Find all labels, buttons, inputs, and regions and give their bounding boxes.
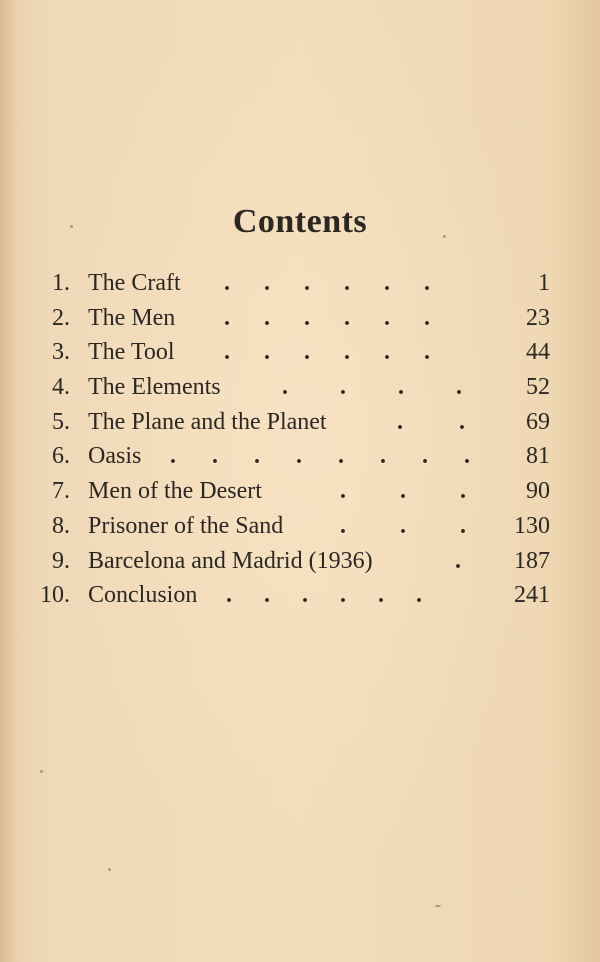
toc-entry <box>0 513 600 548</box>
chapter-title: Oasis <box>88 443 142 470</box>
chapter-number: 10. <box>40 582 70 609</box>
chapter-number: 3. <box>52 339 70 366</box>
page-number: 81 <box>526 443 550 470</box>
toc-entry <box>0 548 600 583</box>
dot-leader: . . . . . . <box>224 339 430 366</box>
toc-entry <box>0 478 600 513</box>
chapter-number: 6. <box>52 443 70 470</box>
chapter-number: 8. <box>52 512 70 539</box>
page-number: 52 <box>526 374 550 401</box>
toc-entry <box>0 582 600 617</box>
page-number: 130 <box>514 512 550 539</box>
chapter-number: 1. <box>52 270 70 296</box>
page-number: 1 <box>538 270 550 296</box>
dot-leader: . . . <box>340 478 466 505</box>
chapter-title: The Tool <box>88 339 175 366</box>
paper-speck <box>435 905 441 907</box>
dot-leader: . . . . . . <box>226 582 422 609</box>
chapter-title: Conclusion <box>88 582 198 609</box>
table-of-contents <box>0 270 600 617</box>
page-number: 187 <box>514 547 550 574</box>
chapter-number: 2. <box>52 304 70 331</box>
chapter-number: 7. <box>52 478 70 505</box>
page-number: 23 <box>526 304 550 331</box>
paper-speck <box>40 770 43 773</box>
chapter-number: 4. <box>52 374 70 401</box>
chapter-number: 5. <box>52 408 70 435</box>
chapter-title: Men of the Desert <box>88 478 262 505</box>
dot-leader: . . . . . . . . <box>170 443 470 470</box>
page-number: 44 <box>526 339 550 366</box>
toc-entry <box>0 305 600 340</box>
chapter-title: The Craft <box>88 270 181 296</box>
chapter-number: 9. <box>52 547 70 574</box>
page-number: 90 <box>526 478 550 505</box>
page-title: Contents <box>232 202 368 240</box>
dot-leader: . <box>455 547 461 574</box>
page-number: 69 <box>526 408 550 435</box>
dot-leader: . . . <box>340 512 466 539</box>
chapter-title: Barcelona and Madrid (1936) <box>88 547 373 574</box>
dot-leader: . . . . . . <box>224 304 430 331</box>
page-number: 241 <box>514 582 550 609</box>
paper-speck <box>108 868 111 871</box>
toc-entry <box>0 409 600 444</box>
dot-leader: . . . . . . <box>224 270 430 296</box>
toc-entry <box>0 443 600 478</box>
chapter-title: The Elements <box>88 374 221 401</box>
chapter-title: Prisoner of the Sand <box>88 512 284 539</box>
dot-leader: . . <box>397 408 465 435</box>
toc-entry <box>0 374 600 409</box>
chapter-title: The Men <box>88 304 176 331</box>
chapter-title: The Plane and the Planet <box>88 408 327 435</box>
toc-entry <box>0 270 600 305</box>
toc-entry <box>0 339 600 374</box>
dot-leader: . . . . <box>282 374 462 401</box>
